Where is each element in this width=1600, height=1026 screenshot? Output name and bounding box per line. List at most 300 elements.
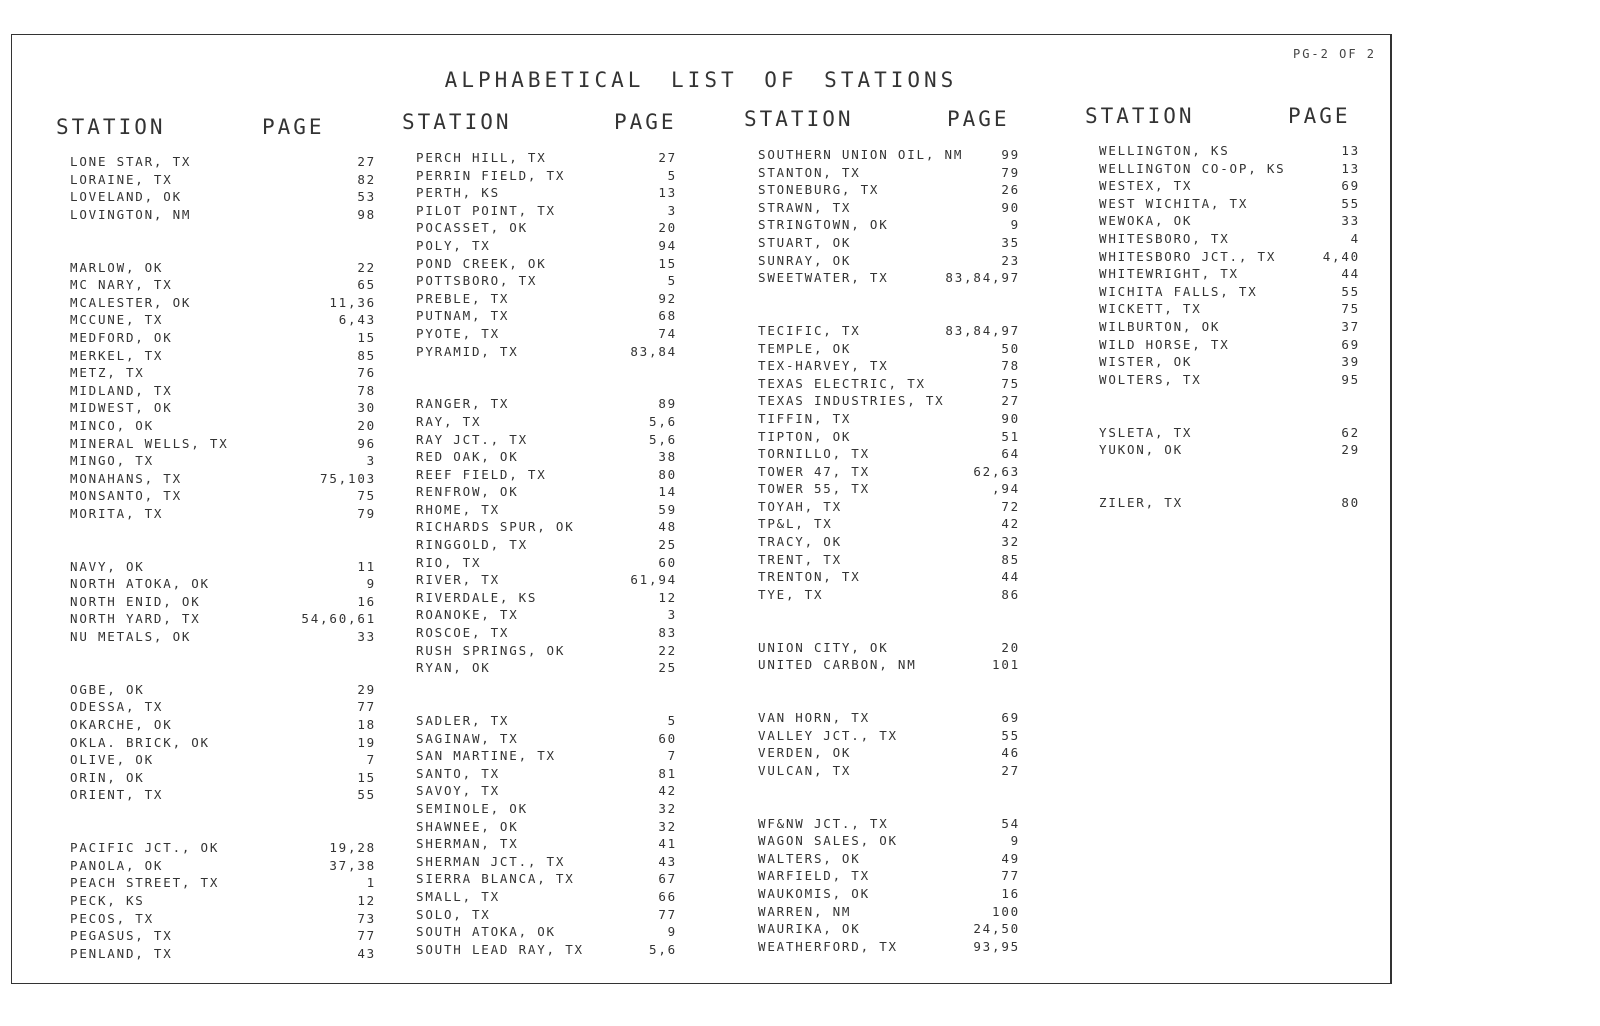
station-page: 11,36 [329,294,376,310]
station-name: MC NARY, TX [70,277,173,293]
station-name: PANOLA, OK [70,857,164,873]
station-name: SOLO, TX [416,906,491,922]
station-page: 43 [357,945,376,961]
station-page: 78 [357,382,376,398]
station-name: TIFFIN, TX [758,410,852,426]
station-entry [758,375,1058,393]
station-entry [758,164,1058,182]
station-entry [70,487,376,505]
station-page: 12 [357,892,376,908]
station-entry [1099,424,1399,442]
station-entry [758,199,1058,217]
station-name: SUNRAY, OK [758,252,852,268]
station-page: 33 [1341,213,1360,229]
station-name: TOWER 47, TX [758,463,870,479]
station-page: 62,63 [973,463,1020,479]
station-entry [416,589,716,607]
station-page: 5,6 [649,413,677,429]
station-name: STANTON, TX [758,164,861,180]
station-page: 79 [1001,164,1020,180]
station-name: WHITESBORO, TX [1099,230,1230,246]
station-entry [758,146,1058,164]
station-page: 67 [658,871,677,887]
station-entry [416,712,716,730]
station-name: WALTERS, OK [758,850,861,866]
station-entry [758,392,1058,410]
station-entry [70,892,376,910]
station-entry [416,888,716,906]
station-page: 44 [1001,569,1020,585]
station-name: TORNILLO, TX [758,446,870,462]
station-name: SHAWNEE, OK [416,818,519,834]
station-name: RIO, TX [416,554,482,570]
station-page: 19,28 [329,840,376,856]
station-page: 77 [1001,868,1020,884]
station-page: 77 [357,928,376,944]
station-entry [758,410,1058,428]
station-entry [70,786,376,804]
station-name: WESTEX, TX [1099,178,1193,194]
station-entry [70,276,376,294]
station-entry [758,586,1058,604]
station-name: PENLAND, TX [70,945,173,961]
station-name: PERCH HILL, TX [416,150,547,165]
station-name: WISTER, OK [1099,354,1193,370]
station-page: 69 [1341,336,1360,352]
station-entry [758,762,1058,780]
station-name: RUSH SPRINGS, OK [416,642,566,658]
station-page: 96 [357,435,376,451]
station-entry [70,839,376,857]
station-entry [416,431,716,449]
station-page: 59 [658,501,677,517]
station-name: POLY, TX [416,237,491,253]
station-page: 78 [1001,358,1020,374]
station-entry [70,610,376,628]
station-page: 18 [357,717,376,732]
station-entry [70,751,376,769]
station-page: 15 [357,769,376,785]
station-entry [416,202,716,220]
station-name: TYE, TX [758,586,824,602]
station-page: 9 [667,924,677,940]
station-entry [758,515,1058,533]
station-name: NU METALS, OK [70,629,192,645]
station-entry [758,920,1058,938]
station-entry [416,554,716,572]
station-entry [70,435,376,453]
station-page: 25 [658,537,677,553]
station-entry [70,698,376,716]
station-entry [758,269,1058,287]
station-entry [758,322,1058,340]
station-page: 79 [357,505,376,521]
station-name: RICHARDS SPUR, OK [416,519,575,535]
station-name: LORAINE, TX [70,171,173,187]
station-page: 54,60,61 [301,611,376,627]
station-entry [758,867,1058,885]
station-entry [70,874,376,892]
station-entry [416,747,716,765]
station-entry [416,642,716,660]
station-name: SOUTH LEAD RAY, TX [416,941,584,957]
station-header: STATION [402,110,512,134]
station-entry [416,307,716,325]
station-entry [758,533,1058,551]
station-name: TOYAH, TX [758,498,842,514]
station-page: 55 [1341,283,1360,299]
station-page: 24,50 [973,921,1020,937]
station-entry [416,413,716,431]
station-entry [70,329,376,347]
station-page: 29 [1341,442,1360,458]
station-page: 93,95 [973,938,1020,954]
station-entry [416,906,716,924]
station-entry [758,885,1058,903]
station-page: 27 [357,154,376,169]
station-entry [1099,283,1399,301]
station-name: PERTH, KS [416,185,500,201]
station-name: ROANOKE, TX [416,607,519,623]
station-page: 22 [357,259,376,275]
station-list [70,153,376,962]
station-name: ZILER, TX [1099,494,1183,510]
page-header: PAGE [262,115,325,139]
station-entry [70,734,376,752]
station-name: SANTO, TX [416,765,500,781]
station-page: 15 [357,329,376,345]
station-page: 55 [1341,195,1360,211]
station-page: 48 [658,519,677,535]
station-entry [70,716,376,734]
station-entry [70,927,376,945]
station-name: WEST WICHITA, TX [1099,195,1249,211]
station-name: PACIFIC JCT., OK [70,840,220,856]
station-entry [758,656,1058,674]
page-header: PAGE [1288,104,1351,128]
station-list-sheet [11,34,1392,984]
station-page: 83,84,97 [945,322,1020,338]
station-entry [416,184,716,202]
station-name: WOLTERS, TX [1099,371,1202,387]
station-entry [416,167,716,185]
station-entry [758,850,1058,868]
station-page: 37,38 [329,857,376,873]
station-name: RANGER, TX [416,396,510,412]
station-page: 20 [1001,639,1020,655]
station-entry [70,857,376,875]
station-name: WEWOKA, OK [1099,213,1193,229]
station-name: WF&NW JCT., TX [758,815,889,831]
station-entry [758,216,1058,234]
station-name: UNITED CARBON, NM [758,657,917,673]
station-name: MEDFORD, OK [70,329,173,345]
station-page: 85 [357,347,376,363]
station-name: TRACY, OK [758,534,842,550]
station-page: 54 [1001,815,1020,831]
station-name: TEMPLE, OK [758,340,852,356]
station-name: PEACH STREET, TX [70,875,220,891]
station-entry [416,219,716,237]
page-header: PAGE [947,107,1010,131]
station-page: 29 [357,681,376,697]
station-page: 19 [357,734,376,750]
station-page: 4,40 [1322,248,1360,264]
station-page: 50 [1001,340,1020,356]
station-page: 9 [1010,217,1020,233]
station-entry [416,941,716,959]
station-page: 7 [366,752,376,768]
station-name: POND CREEK, OK [416,255,547,271]
station-entry [70,294,376,312]
station-entry [416,782,716,800]
station-page: 51 [1001,428,1020,444]
station-entry [70,452,376,470]
station-page: 100 [992,903,1020,919]
station-page: 72 [1001,498,1020,514]
station-page: 77 [357,699,376,715]
document-title: ALPHABETICAL LIST OF STATIONS [444,68,958,92]
station-name: VERDEN, OK [758,745,852,761]
station-name: PUTNAM, TX [416,308,510,324]
station-page: 27 [658,150,677,165]
station-entry [70,153,376,171]
station-page: 77 [658,906,677,922]
station-entry [758,252,1058,270]
station-name: SAVOY, TX [416,783,500,799]
station-name: POTTSBORO, TX [416,273,538,289]
station-page: 9 [366,576,376,592]
station-page: 11 [357,558,376,574]
station-name: TRENTON, TX [758,569,861,585]
station-list [758,146,1058,955]
station-entry [416,325,716,343]
station-page: 76 [357,365,376,381]
station-name: POCASSET, OK [416,220,528,236]
station-name: LOVINGTON, NM [70,206,192,222]
station-page: 26 [1001,182,1020,198]
station-name: TIPTON, OK [758,428,852,444]
station-page: 85 [1001,551,1020,567]
station-entry [758,727,1058,745]
station-entry [758,568,1058,586]
station-page: 39 [1341,354,1360,370]
station-entry [1099,265,1399,283]
station-name: WAUKOMIS, OK [758,885,870,901]
station-name: SAN MARTINE, TX [416,748,556,764]
station-name: STRAWN, TX [758,199,852,215]
station-page: 43 [658,853,677,869]
station-page: 42 [1001,516,1020,532]
station-name: NAVY, OK [70,558,145,574]
station-name: SHERMAN JCT., TX [416,853,566,869]
station-entry [758,445,1058,463]
station-name: YSLETA, TX [1099,424,1193,440]
station-page: 101 [992,657,1020,673]
station-page: 5,6 [649,431,677,447]
station-name: VULCAN, TX [758,762,852,778]
station-page: 3 [667,202,677,218]
station-name: ODESSA, TX [70,699,164,715]
station-entry [1099,142,1399,160]
station-name: MIDWEST, OK [70,400,173,416]
station-page: 68 [658,308,677,324]
station-entry [758,832,1058,850]
station-entry [758,744,1058,762]
station-name: WAURIKA, OK [758,921,861,937]
station-page: 25 [658,660,677,676]
station-name: SWEETWATER, TX [758,270,889,286]
station-name: RENFROW, OK [416,484,519,500]
station-page: 7 [667,748,677,764]
station-name: RINGGOLD, TX [416,537,528,553]
station-name: WAGON SALES, OK [758,833,898,849]
station-name: PEGASUS, TX [70,928,173,944]
station-entry [758,498,1058,516]
station-name: PERRIN FIELD, TX [416,167,566,183]
station-page: 83 [658,625,677,641]
station-list [416,149,716,958]
station-name: TEX-HARVEY, TX [758,358,889,374]
station-name: NORTH YARD, TX [70,611,201,627]
station-name: MINCO, OK [70,417,154,433]
station-page: 9 [1010,833,1020,849]
station-entry [416,835,716,853]
station-entry [758,639,1058,657]
station-name: MARLOW, OK [70,259,164,275]
station-entry [416,536,716,554]
station-name: OKLA. BRICK, OK [70,734,210,750]
station-name: TP&L, TX [758,516,833,532]
station-name: OKARCHE, OK [70,717,173,732]
station-page: 80 [1341,494,1360,510]
station-page: 16 [357,593,376,609]
station-name: RAY, TX [416,413,482,429]
station-entry [416,237,716,255]
station-header: STATION [56,115,166,139]
station-page: 66 [658,888,677,904]
station-name: PREBLE, TX [416,290,510,306]
station-page: 64 [1001,446,1020,462]
station-entry [758,463,1058,481]
station-entry [70,769,376,787]
station-name: WHITESBORO JCT., TX [1099,248,1277,264]
station-entry [1099,353,1399,371]
station-entry [70,188,376,206]
station-page: 3 [366,453,376,469]
station-name: SOUTH ATOKA, OK [416,924,556,940]
station-page: 90 [1001,199,1020,215]
station-page: 30 [357,400,376,416]
station-page: 60 [658,554,677,570]
station-name: RAY JCT., TX [416,431,528,447]
station-page: 5 [667,713,677,728]
station-entry [416,272,716,290]
station-page: 81 [658,765,677,781]
station-page: 83,84 [630,343,677,359]
station-entry [416,395,716,413]
station-name: WILD HORSE, TX [1099,336,1230,352]
station-page: 53 [357,189,376,205]
station-page: 80 [658,466,677,482]
station-page: 20 [357,417,376,433]
station-page: 14 [658,484,677,500]
station-name: NORTH ATOKA, OK [70,576,210,592]
station-entry [1099,248,1399,266]
station-name: MCCUNE, TX [70,312,164,328]
station-name: WICHITA FALLS, TX [1099,283,1258,299]
station-page: 12 [658,589,677,605]
station-page: 5,6 [649,941,677,957]
station-entry [416,343,716,361]
station-entry [1099,230,1399,248]
station-page: 82 [357,171,376,187]
station-entry [416,149,716,167]
station-name: PECOS, TX [70,910,154,926]
station-name: ORIENT, TX [70,787,164,803]
station-entry [416,518,716,536]
station-name: STRINGTOWN, OK [758,217,889,233]
station-page: 90 [1001,410,1020,426]
station-page: 69 [1001,710,1020,725]
station-page: 86 [1001,586,1020,602]
station-entry [758,357,1058,375]
station-entry [416,501,716,519]
station-page: 99 [1001,147,1020,162]
station-name: STUART, OK [758,234,852,250]
station-name: MORITA, TX [70,505,164,521]
station-name: LOVELAND, OK [70,189,182,205]
station-name: WELLINGTON CO-OP, KS [1099,160,1286,176]
station-page: 74 [658,325,677,341]
station-entry [1099,494,1399,512]
station-name: WARFIELD, TX [758,868,870,884]
station-header: STATION [744,107,854,131]
station-name: RYAN, OK [416,660,491,676]
station-name: RIVERDALE, KS [416,589,538,605]
station-page: 49 [1001,850,1020,866]
station-entry [1099,371,1399,389]
station-page: 22 [658,642,677,658]
station-header: STATION [1085,104,1195,128]
station-name: SAGINAW, TX [416,730,519,746]
station-entry [758,181,1058,199]
station-page: ,94 [992,481,1020,497]
station-entry [1099,212,1399,230]
station-entry [1099,300,1399,318]
station-entry [70,910,376,928]
station-page: 60 [658,730,677,746]
station-entry [1099,441,1399,459]
station-entry [416,466,716,484]
station-name: VALLEY JCT., TX [758,727,898,743]
station-entry [70,628,376,646]
station-page: 41 [658,836,677,852]
station-name: REEF FIELD, TX [416,466,547,482]
station-page: 98 [357,206,376,222]
station-name: PILOT POINT, TX [416,202,556,218]
station-page: 62 [1341,424,1360,440]
station-name: TEXAS INDUSTRIES, TX [758,393,945,409]
station-entry [70,259,376,277]
station-entry [416,818,716,836]
station-entry [70,593,376,611]
station-entry [416,659,716,677]
station-entry [758,428,1058,446]
station-entry [758,340,1058,358]
station-entry [758,551,1058,569]
station-name: MERKEL, TX [70,347,164,363]
